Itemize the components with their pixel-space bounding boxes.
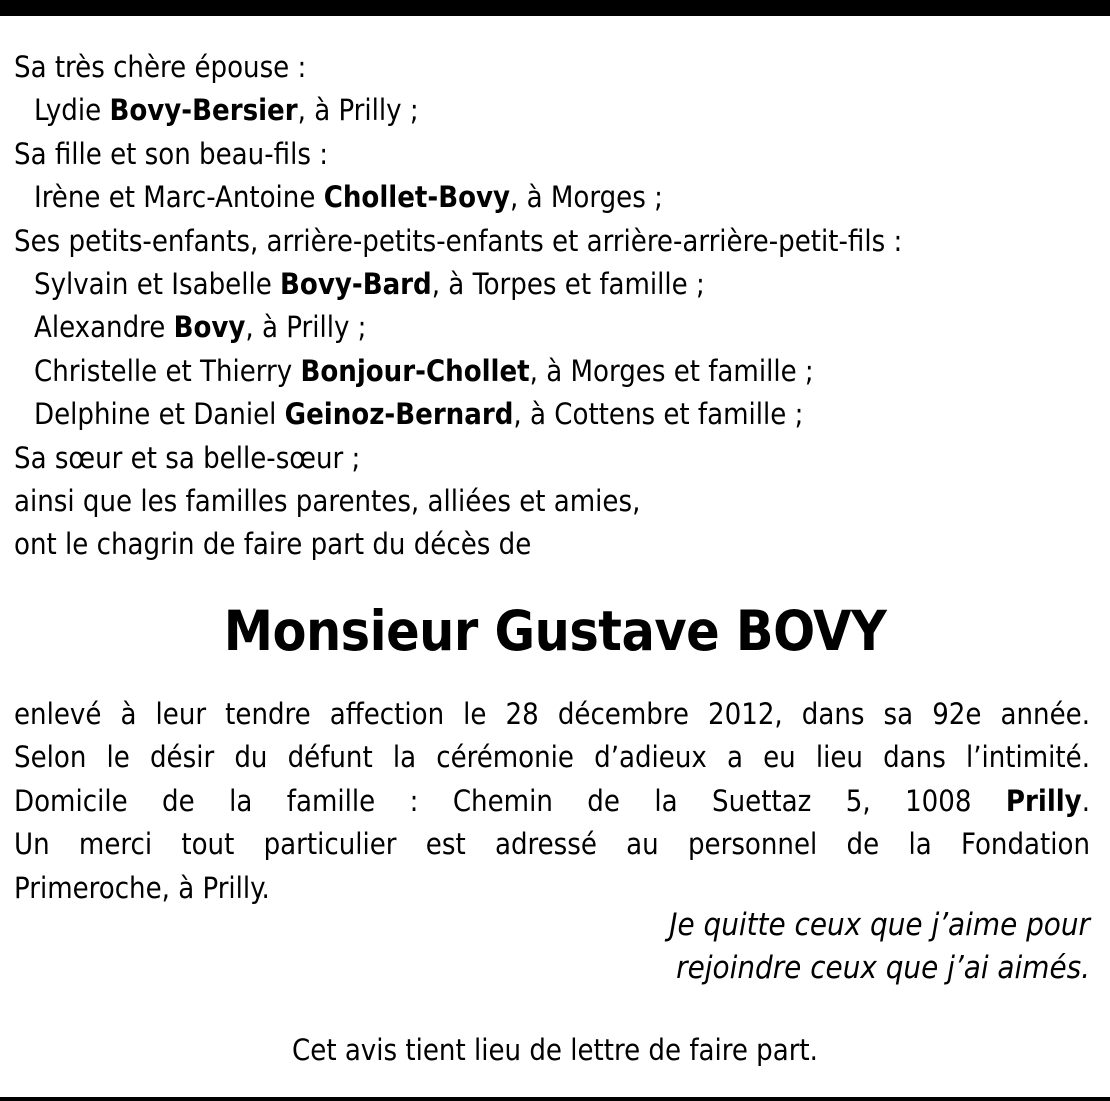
body-line-4: Un merci tout particulier est adressé au personnel de la Fondation	[14, 827, 1090, 862]
family-line-9: Sa sœur et sa belle-sœur ;	[14, 440, 361, 475]
body-line-1: enlevé à leur tendre affection le 28 décembre 2012, dans sa 92e année.	[14, 697, 1090, 731]
bottom-border-rule	[0, 1097, 1110, 1101]
family-line-10: ainsi que les familles parentes, alliées et amies,	[14, 483, 641, 518]
family-line-8: Delphine et Daniel Geinoz-Bernard, à Cottens et famille ;	[34, 397, 804, 432]
family-line-5: Sylvain et Isabelle Bovy-Bard, à Torpes et famille ;	[34, 266, 705, 301]
family-line-3: Irène et Marc-Antoine Chollet-Bovy, à Morges ;	[34, 180, 663, 215]
family-line-2: Sa fille et son beau-fils :	[14, 136, 328, 171]
family-line-6: Alexandre Bovy, à Prilly ;	[34, 310, 367, 345]
closing-note: Cet avis tient lieu de lettre de faire part.	[292, 1033, 818, 1067]
family-line-7: Christelle et Thierry Bonjour-Chollet, à Morges et famille ;	[34, 353, 814, 388]
family-line-1: Lydie Bovy-Bersier, à Prilly ;	[34, 93, 419, 128]
body-line-5: Primeroche, à Prilly.	[14, 870, 270, 905]
epitaph-quote	[669, 904, 1090, 990]
notice-body	[14, 693, 1090, 910]
body-line-2: Selon le désir du défunt la cérémonie d’adieux a eu lieu dans l’intimité.	[14, 740, 1090, 775]
family-line-11: ont le chagrin de faire part du décès de	[14, 527, 532, 562]
deceased-name-heading: Monsieur Gustave BOVY	[223, 599, 887, 663]
family-line-4: Ses petits-enfants, arrière-petits-enfants et arrière-arrière-petit-fils :	[14, 223, 903, 258]
quote-line-2: rejoindre ceux que j’ai aimés.	[676, 950, 1090, 986]
family-list	[14, 46, 1090, 567]
family-line-0: Sa très chère épouse :	[14, 50, 307, 84]
quote-line-1: Je quitte ceux que j’aime pour	[669, 907, 1090, 943]
body-line-3: Domicile de la famille : Chemin de la Suettaz 5, 1008 Prilly.	[14, 783, 1090, 818]
top-border-rule	[0, 0, 1110, 16]
